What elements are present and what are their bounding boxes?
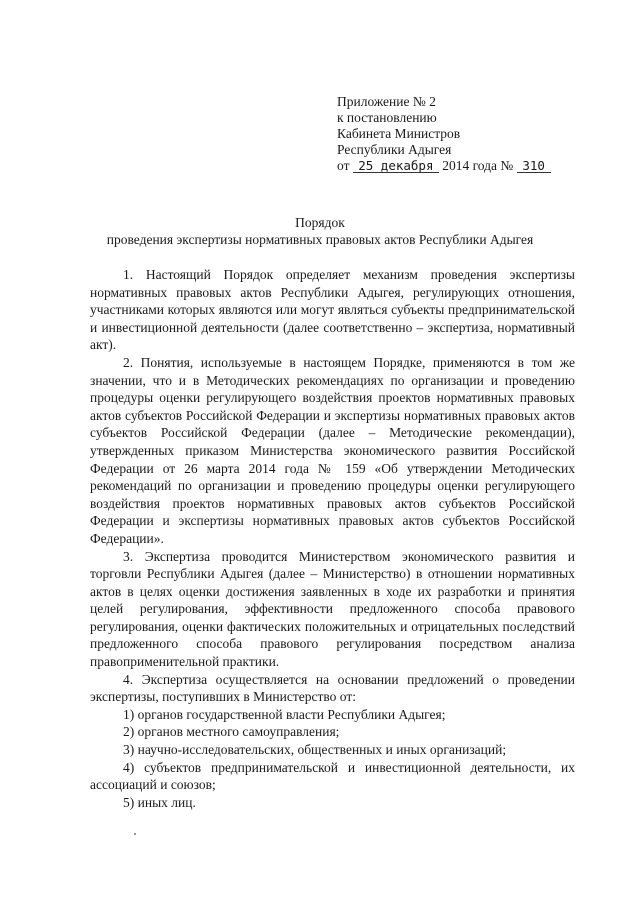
list-item: 1) органов государственной власти Республики Адыгея; bbox=[123, 706, 446, 722]
title-subtitle: проведения экспертизы нормативных правовых актов Республики Адыгея bbox=[106, 232, 534, 247]
list-item: 3) научно-исследовательских, общественных и иных организаций; bbox=[123, 742, 507, 758]
appendix-region: Республики Адыгея bbox=[337, 142, 452, 157]
paragraph-4: 4. Экспертиза осуществляется на основании предложений о проведении экспертизы, поступивших в Министерство от: bbox=[90, 671, 575, 705]
appendix-issuer: Кабинета Министров bbox=[337, 126, 461, 141]
appendix-number: Приложение № 2 bbox=[337, 94, 436, 109]
paragraph-3: 3. Экспертиза проводится Министерством экономического развития и торговли Республики Адыгея (далее – Министерство) в отношении нормативных актов в целях оценки достижения заявленных в ходе их разработки и принятия целей регулирования, эффективности предложенного способа правового регулирования, оценки фактических положительных и отрицательных последствий предложенного способа правового регулирования посредством анализа правоприменительной практики. bbox=[90, 548, 575, 670]
handwritten-number: 310 bbox=[517, 159, 551, 173]
title-main: Порядок bbox=[295, 215, 345, 230]
scan-speck bbox=[134, 833, 136, 835]
handwritten-date: 25 декабря bbox=[353, 159, 439, 173]
list-item: 4) субъектов предпринимательской и инвестиционной деятельности, их ассоциаций и союзов; bbox=[90, 759, 575, 793]
document-body bbox=[90, 266, 575, 811]
paragraph-1: 1. Настоящий Порядок определяет механизм проведения экспертизы нормативных правовых актов Республики Адыгея, регулирующих отношения, участниками которых являются или могут являться субъекты предпринимательской и инвестиционной деятельности (далее соответственно – экспертиза, нормативный акт). bbox=[90, 267, 575, 353]
appendix-header bbox=[337, 94, 597, 174]
appendix-ref: к постановлению bbox=[337, 110, 437, 125]
year-text: 2014 года № bbox=[442, 158, 514, 173]
list-item: 2) органов местного самоуправления; bbox=[123, 724, 340, 740]
appendix-date-line bbox=[337, 158, 597, 174]
paragraph-2: 2. Понятия, используемые в настоящем Порядке, применяются в том же значении, что и в Методических рекомендациях по организации и проведению процедуры оценки регулирующего воздействия проектов нормативных правовых актов субъектов Российской Федерации и экспертизы нормативных правовых актов субъектов Российской Федерации (далее – Методические рекомендации), утвержденных приказом Министерства экономического развития Российской Федерации от 26 марта 2014 года № 159 «Об утверждении Методических рекомендаций по организации и проведению процедуры оценки регулирующего воздействия проектов нормативных правовых актов субъектов Российской Федерации и экспертизы нормативных правовых актов субъектов Российской Федерации». bbox=[90, 354, 575, 546]
date-prefix: от bbox=[337, 158, 350, 173]
document-title bbox=[0, 214, 640, 248]
list-item: 5) иных лиц. bbox=[123, 794, 196, 810]
